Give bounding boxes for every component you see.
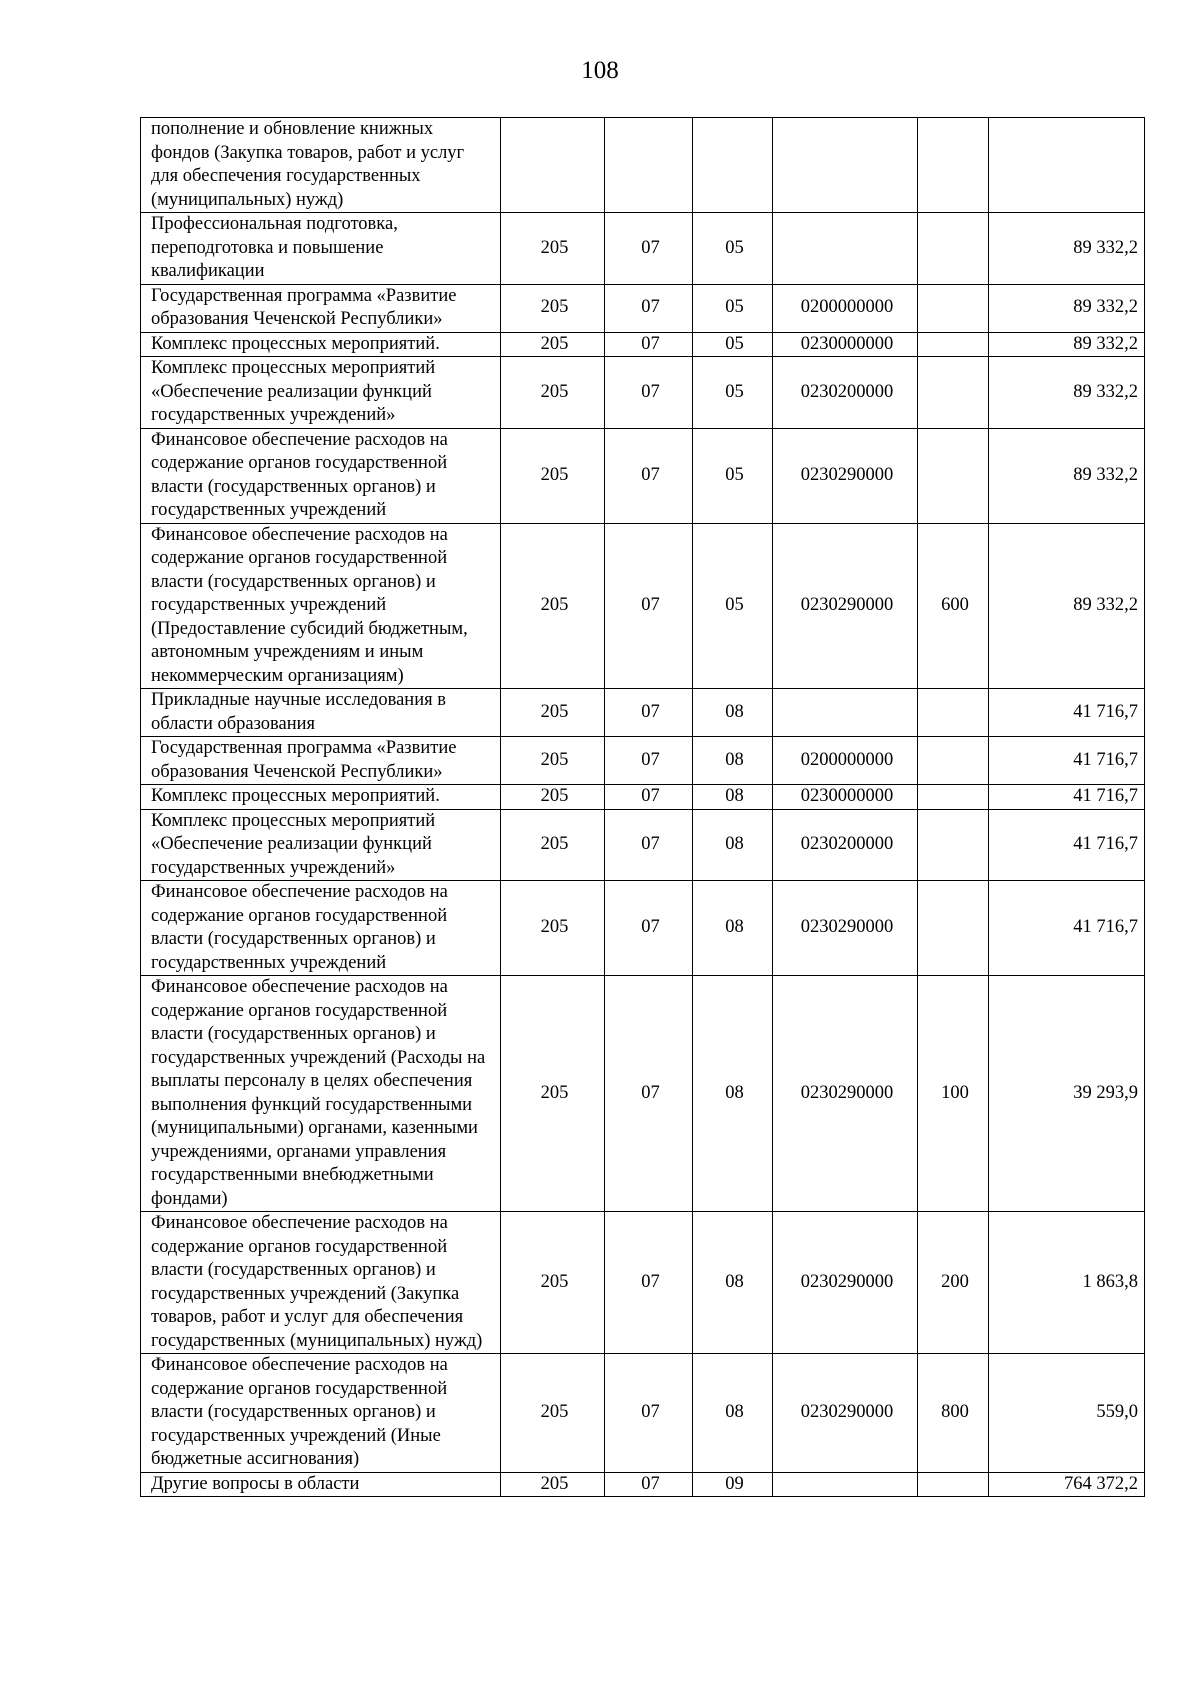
expense-type-code-cell [918,332,989,357]
section-code-cell: 07 [605,284,693,332]
subsection-code-cell: 05 [693,357,773,429]
subsection-code-cell: 05 [693,213,773,285]
budget-table [140,117,1145,1497]
amount-cell [989,118,1145,213]
ministry-code-cell [501,118,605,213]
expense-type-code-cell [918,118,989,213]
expense-type-code-cell [918,881,989,976]
expense-name-cell: Профессиональная подготовка, переподготовка и повышение квалификации [141,213,501,285]
table-row [141,1212,1145,1354]
ministry-code-cell: 205 [501,1212,605,1354]
expense-name-cell: Финансовое обеспечение расходов на содержание органов государственной власти (государственных органов) и государственных учреждений (Предоставление субсидий бюджетным, автономным учреждениям и иным некоммерческим организациям) [141,523,501,689]
amount-cell: 41 716,7 [989,737,1145,785]
subsection-code-cell: 08 [693,976,773,1212]
section-code-cell: 07 [605,332,693,357]
subsection-code-cell: 08 [693,785,773,810]
expense-name-cell: Комплекс процессных мероприятий «Обеспечение реализации функций государственных учреждений» [141,357,501,429]
budget-table-body [141,118,1145,1497]
table-row [141,213,1145,285]
table-row [141,1354,1145,1473]
subsection-code-cell: 08 [693,881,773,976]
target-item-code-cell [773,118,918,213]
subsection-code-cell: 08 [693,1354,773,1473]
table-row [141,976,1145,1212]
subsection-code-cell: 08 [693,737,773,785]
expense-type-code-cell [918,428,989,523]
ministry-code-cell: 205 [501,428,605,523]
expense-type-code-cell [918,689,989,737]
target-item-code-cell: 0230290000 [773,1212,918,1354]
target-item-code-cell: 0230290000 [773,523,918,689]
target-item-code-cell: 0230000000 [773,785,918,810]
table-row [141,809,1145,881]
target-item-code-cell: 0230290000 [773,881,918,976]
section-code-cell: 07 [605,1354,693,1473]
expense-name-cell: Финансовое обеспечение расходов на содержание органов государственной власти (государственных органов) и государственных учреждений [141,881,501,976]
section-code-cell: 07 [605,689,693,737]
amount-cell: 89 332,2 [989,213,1145,285]
ministry-code-cell: 205 [501,785,605,810]
subsection-code-cell: 09 [693,1472,773,1497]
ministry-code-cell: 205 [501,1472,605,1497]
expense-type-code-cell: 600 [918,523,989,689]
target-item-code-cell: 0230200000 [773,809,918,881]
ministry-code-cell: 205 [501,357,605,429]
subsection-code-cell: 05 [693,523,773,689]
amount-cell: 39 293,9 [989,976,1145,1212]
section-code-cell: 07 [605,737,693,785]
target-item-code-cell: 0200000000 [773,284,918,332]
target-item-code-cell [773,689,918,737]
target-item-code-cell [773,213,918,285]
expense-type-code-cell [918,213,989,285]
subsection-code-cell: 08 [693,809,773,881]
section-code-cell: 07 [605,1472,693,1497]
ministry-code-cell: 205 [501,523,605,689]
ministry-code-cell: 205 [501,1354,605,1473]
subsection-code-cell: 05 [693,284,773,332]
expense-type-code-cell [918,809,989,881]
ministry-code-cell: 205 [501,737,605,785]
table-row [141,689,1145,737]
expense-type-code-cell: 100 [918,976,989,1212]
subsection-code-cell: 08 [693,689,773,737]
expense-type-code-cell [918,284,989,332]
amount-cell: 559,0 [989,1354,1145,1473]
section-code-cell: 07 [605,785,693,810]
amount-cell: 41 716,7 [989,809,1145,881]
ministry-code-cell: 205 [501,284,605,332]
table-row [141,284,1145,332]
section-code-cell: 07 [605,976,693,1212]
section-code-cell: 07 [605,1212,693,1354]
expense-name-cell: Финансовое обеспечение расходов на содержание органов государственной власти (государственных органов) и государственных учреждений [141,428,501,523]
expense-name-cell: Комплекс процессных мероприятий. [141,332,501,357]
subsection-code-cell: 08 [693,1212,773,1354]
expense-name-cell: пополнение и обновление книжных фондов (Закупка товаров, работ и услуг для обеспечения государственных (муниципальных) нужд) [141,118,501,213]
target-item-code-cell [773,1472,918,1497]
table-row [141,1472,1145,1497]
amount-cell: 41 716,7 [989,881,1145,976]
ministry-code-cell: 205 [501,809,605,881]
section-code-cell: 07 [605,213,693,285]
table-row [141,357,1145,429]
expense-type-code-cell: 800 [918,1354,989,1473]
amount-cell: 764 372,2 [989,1472,1145,1497]
section-code-cell: 07 [605,428,693,523]
expense-name-cell: Финансовое обеспечение расходов на содержание органов государственной власти (государственных органов) и государственных учреждений (Расходы на выплаты персоналу в целях обеспечения выполнения функций государственными (муниципальными) органами, казенными учреждениями, органами управления государственными внебюджетными фондами) [141,976,501,1212]
target-item-code-cell: 0230200000 [773,357,918,429]
target-item-code-cell: 0230290000 [773,428,918,523]
table-row [141,118,1145,213]
expense-name-cell: Комплекс процессных мероприятий «Обеспечение реализации функций государственных учреждений» [141,809,501,881]
ministry-code-cell: 205 [501,213,605,285]
target-item-code-cell: 0200000000 [773,737,918,785]
target-item-code-cell: 0230290000 [773,976,918,1212]
table-row [141,737,1145,785]
expense-type-code-cell [918,1472,989,1497]
expense-type-code-cell [918,785,989,810]
table-row [141,881,1145,976]
ministry-code-cell: 205 [501,332,605,357]
expense-name-cell: Финансовое обеспечение расходов на содержание органов государственной власти (государственных органов) и государственных учреждений (Иные бюджетные ассигнования) [141,1354,501,1473]
section-code-cell: 07 [605,809,693,881]
amount-cell: 1 863,8 [989,1212,1145,1354]
expense-name-cell: Другие вопросы в области [141,1472,501,1497]
expense-type-code-cell [918,357,989,429]
section-code-cell [605,118,693,213]
expense-name-cell: Государственная программа «Развитие образования Чеченской Республики» [141,737,501,785]
subsection-code-cell: 05 [693,332,773,357]
expense-name-cell: Государственная программа «Развитие образования Чеченской Республики» [141,284,501,332]
expense-type-code-cell [918,737,989,785]
expense-name-cell: Финансовое обеспечение расходов на содержание органов государственной власти (государственных органов) и государственных учреждений (Закупка товаров, работ и услуг для обеспечения государственных (муниципальных) нужд) [141,1212,501,1354]
subsection-code-cell: 05 [693,428,773,523]
page-number: 108 [581,57,619,84]
ministry-code-cell: 205 [501,976,605,1212]
amount-cell: 89 332,2 [989,332,1145,357]
amount-cell: 89 332,2 [989,357,1145,429]
target-item-code-cell: 0230290000 [773,1354,918,1473]
expense-type-code-cell: 200 [918,1212,989,1354]
table-row [141,332,1145,357]
ministry-code-cell: 205 [501,689,605,737]
table-row [141,523,1145,689]
amount-cell: 41 716,7 [989,785,1145,810]
amount-cell: 89 332,2 [989,284,1145,332]
expense-name-cell: Комплекс процессных мероприятий. [141,785,501,810]
table-row [141,785,1145,810]
amount-cell: 89 332,2 [989,523,1145,689]
subsection-code-cell [693,118,773,213]
amount-cell: 41 716,7 [989,689,1145,737]
amount-cell: 89 332,2 [989,428,1145,523]
table-row [141,428,1145,523]
target-item-code-cell: 0230000000 [773,332,918,357]
section-code-cell: 07 [605,357,693,429]
section-code-cell: 07 [605,881,693,976]
ministry-code-cell: 205 [501,881,605,976]
expense-name-cell: Прикладные научные исследования в области образования [141,689,501,737]
section-code-cell: 07 [605,523,693,689]
